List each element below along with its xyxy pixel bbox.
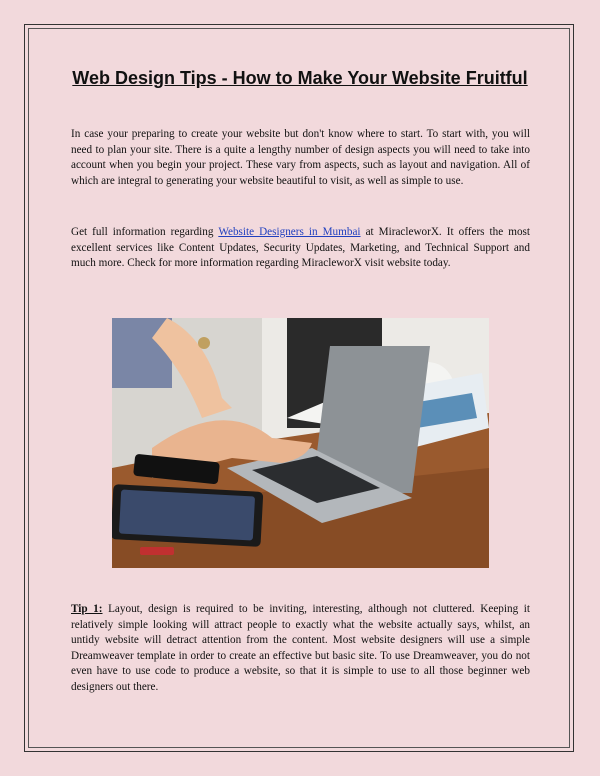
- intro-paragraph: In case your preparing to create your website but don't know where to start. To start with, you will need to plan your site. There is a quite a lengthy number of design aspects you will need to take into account when you begin your project. These vary from aspects, such as layout and navigation. All of which are integral to generating your website beautiful to visit, as well as simple to use.: [71, 128, 530, 187]
- tablet-screen: [119, 490, 255, 541]
- laptop-desk-photo: [112, 318, 489, 568]
- bracelet: [198, 337, 210, 349]
- website-designers-link[interactable]: Website Designers in Mumbai: [218, 226, 361, 238]
- info-text-after: at MiracleworX. It offers the most excellent services like Content Updates, Security Updates, Marketing, and Technical Support and much more. Check for more information regarding MiracleworX visit website today.: [71, 226, 531, 269]
- info-text-before: Get full information regarding: [71, 226, 219, 238]
- tip1-text: Layout, design is required to be inviting, interesting, although not cluttered. Keeping it relatively simple looking will attract people to exactly what the website actually says, whilst, an untidy website will detract attention from the content. Most website designers will use a simple Dreamweaver template in order to create an effective but basic site. To use Dreamweaver, you do not even have to use code to produce a website, so that it is simple to use to all those beginner web designers out there.: [71, 603, 530, 693]
- info-paragraph: [71, 225, 530, 272]
- document-title: Web Design Tips - How to Make Your Website Fruitful: [72, 68, 528, 88]
- tip1-paragraph: [71, 602, 530, 695]
- red-object: [140, 547, 174, 555]
- tip1-label: Tip 1:: [71, 603, 103, 615]
